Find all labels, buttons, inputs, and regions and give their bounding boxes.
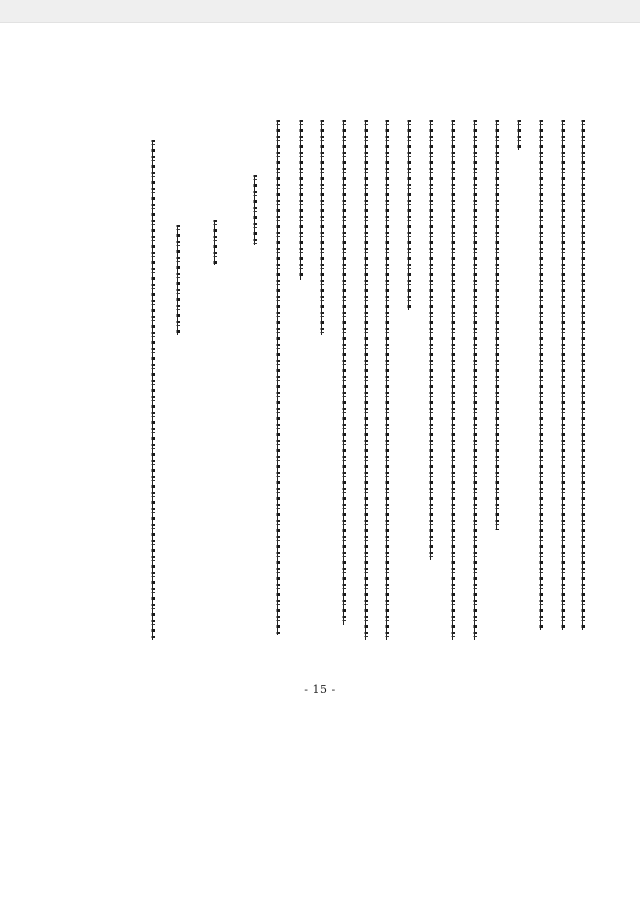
list-item-column: [296, 120, 306, 280]
text-column: [470, 120, 480, 640]
list-item-column: [382, 120, 392, 640]
text-column: [273, 120, 283, 635]
page-number: - 15 -: [304, 683, 336, 696]
list-item-column: [361, 120, 371, 640]
list-item-column: [317, 120, 327, 335]
text-column: [514, 120, 524, 150]
signature-column: [210, 220, 220, 265]
text-column: [558, 120, 568, 630]
text-column: [426, 120, 436, 560]
text-column: [536, 120, 546, 630]
text-column: [173, 225, 183, 335]
text-column: [578, 120, 588, 630]
vertical-mongolian-text-block: [60, 120, 580, 640]
list-item-column: [339, 120, 349, 625]
heading-column: [250, 175, 260, 245]
text-column: [404, 120, 414, 310]
text-column: [448, 120, 458, 640]
scanner-edge-strip: [0, 0, 640, 23]
text-column: [148, 140, 158, 640]
text-column: [492, 120, 502, 530]
